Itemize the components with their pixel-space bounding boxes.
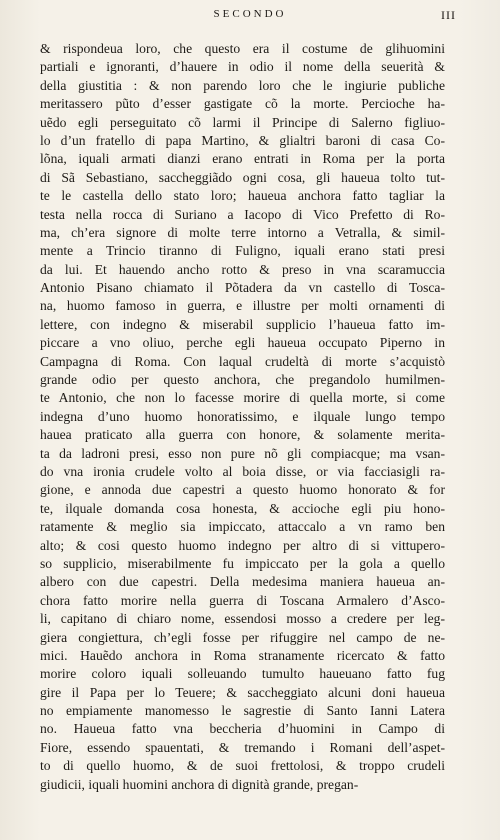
text-line: grande odio per questo anchora, che pregandolo humilmen- xyxy=(40,372,445,388)
text-line: morire coloro iquali solleuando tumulto haueuano fatto fug xyxy=(40,666,445,682)
text-line: albero con due capestri. Della medesima maniera haueua an- xyxy=(40,574,445,590)
page-number: III xyxy=(441,8,456,22)
text-line: lõna, iquali armati dianzi erano entrati in Roma per la porta xyxy=(40,151,445,167)
text-line: di Sã Sebastiano, saccheggiãdo ogni cosa, gli haueua tolto tut- xyxy=(40,169,445,185)
text-line: ta da ladroni presi, esso non pure nõ gli compiacque; ma vsan- xyxy=(40,445,445,461)
text-line: no. Haueua fatto vna beccheria d’huomini in Campo di xyxy=(40,721,445,737)
text-line: te le castella dello stato loro; haueua anchora fatto tagliar la xyxy=(40,188,445,204)
text-line: Antonio Pisano chiamato il Põtadera da vn castello di Toscа- xyxy=(40,280,445,296)
text-line: alto; & cosi questo huomo indegno per altro di si vittupero- xyxy=(40,537,445,553)
text-line: te Antonio, che non lo facesse morire di quella morte, si come xyxy=(40,390,445,406)
text-line: te, ilquale domanda cosa honesta, & accioche egli piu hono- xyxy=(40,500,445,516)
text-line: chora fatto morire nella guerra di Toscana Armalero d’Asco- xyxy=(40,592,445,608)
text-line: piccare a vno oliuo, perche egli haueua occupato Piperno in xyxy=(40,335,445,351)
text-line: meritassero pũto d’esser gastigate cõ la morte. Percioche ha- xyxy=(40,96,445,112)
text-line: uẽdo egli perseguitato cõ larmi il Principe di Salerno figliuo- xyxy=(40,114,445,130)
text-line: da lui. Et hauendo ancho rotto & preso in vna scaramuccia xyxy=(40,261,445,277)
text-line: so supplicio, miserabilmente fu impiccato per la gola a quello xyxy=(40,555,445,571)
text-line: della giustitia : & non parendo loro che le ingiurie publiche xyxy=(40,77,445,93)
text-line: hauea praticato alla guerra con honore, & solamente merita- xyxy=(40,427,445,443)
text-line: indegna d’uno huomo honoratissimo, e ilquale lungo tempo xyxy=(40,408,445,424)
text-line: to di quello huomo, & de suoi frettolosi, & troppo crudeli xyxy=(40,758,445,774)
text-line: gire il Papa per lo Teuere; & saccheggiato alcuni doni haueua xyxy=(40,684,445,700)
text-line: & rispondeua loro, che questo era il costume de glihuomini xyxy=(40,41,445,56)
text-line: lo d’un fratello di papa Martino, & glialtri baroni di casa Co- xyxy=(40,132,445,148)
text-line: na, huomo famoso in guerra, e illustre per molti ornamenti di xyxy=(40,298,445,314)
page-header xyxy=(0,8,500,28)
text-line: Campagna di Roma. Con laqual crudeltà di morte s’acquistò xyxy=(40,353,445,369)
text-line: lettere, con indegno & miserabil supplicio l’haueua fatto im- xyxy=(40,316,445,332)
text-line: ma, ch’era signore di molte terre intorno a Vetralla, & simil- xyxy=(40,224,445,240)
text-line: li, capitano di chiaro nome, essendosi mosso a credere per leg- xyxy=(40,611,445,627)
text-line: do vna ironia crudele volto al boia disse, or via facciasigli ra- xyxy=(40,463,445,479)
text-line: Fiore, essendo spauentati, & tremando i Romani dell’aspet- xyxy=(40,739,445,755)
text-line: testa nella rocca di Suriano a Iacopo di Vico Prefetto di Ro- xyxy=(40,206,445,222)
text-line: partiali e ignoranti, d’hauere in odio il nome della seuerità & xyxy=(40,59,445,75)
text-line: mici. Hauẽdo anchora in Roma stranamente ricercato & fatto xyxy=(40,647,445,663)
text-line: gione, e annoda due capestri a questo huomo honorato & for xyxy=(40,482,445,498)
text-line: giudicii, iquali huomini anchora di dignità grande, pregan- xyxy=(40,776,359,792)
text-line: giera congiettura, ch’egli fosse per rifuggire nel campo de ne- xyxy=(40,629,445,645)
text-line: ratamente & meglio sia impiccato, attaccalo a vn ramo ben xyxy=(40,519,445,535)
text-line: mente a Trincio tiranno di Fuligno, iquali erano stati presi xyxy=(40,243,445,259)
body-text xyxy=(40,40,445,794)
running-head: SECONDO xyxy=(213,8,287,20)
text-line: no empiamente manomesso le sagrestie di Santo Ianni Latera xyxy=(40,703,445,719)
